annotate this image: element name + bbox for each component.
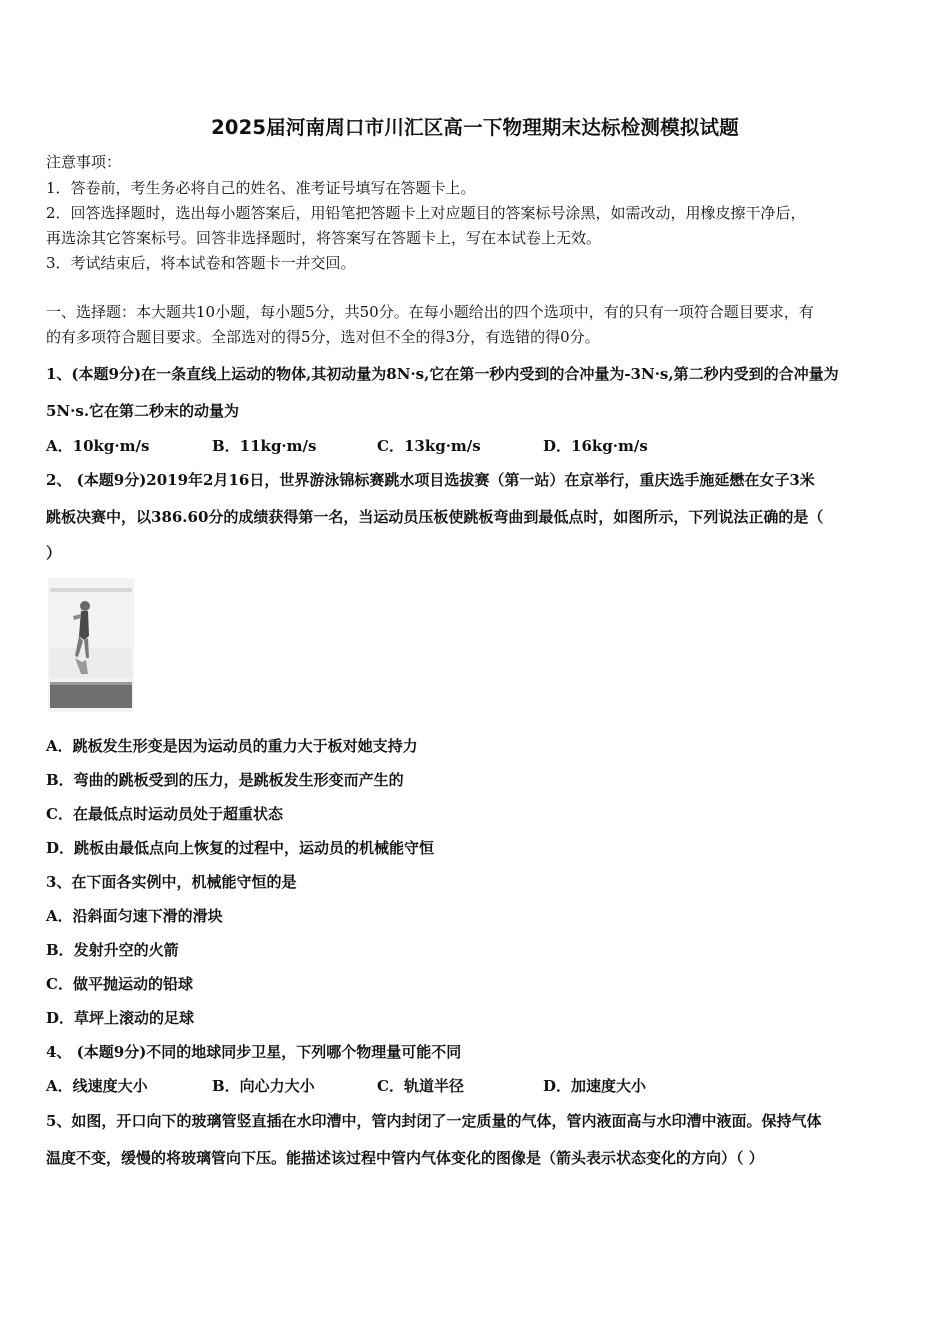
question-3-option-b: B．发射升空的火箭 (46, 941, 179, 959)
diving-board-edge (50, 682, 132, 685)
exam-title: 2025届河南周口市川汇区高一下物理期末达标检测模拟试题 (211, 116, 739, 139)
question-1-option-d: D．16kg·m/s (543, 437, 648, 455)
section-heading-line-1: 一、选择题：本大题共10小题，每小题5分，共50分。在每小题给出的四个选项中，有的只有一项符合题目要求，有 (46, 303, 814, 321)
notice-item-2-cont: 再选涂其它答案标号。回答非选择题时，将答案写在答题卡上，写在本试卷上无效。 (46, 229, 602, 247)
question-1-option-c: C．13kg·m/s (377, 437, 481, 455)
question-1-option-b: B．11kg·m/s (212, 437, 317, 455)
diving-board-figure (48, 578, 134, 712)
question-4-option-b: B．向心力大小 (212, 1077, 315, 1095)
question-3-option-a: A．沿斜面匀速下滑的滑块 (46, 907, 223, 925)
question-5-line-1: 5、如图，开口向下的玻璃管竖直插在水印漕中，管内封闭了一定质量的气体，管内液面高与水印漕中液面。保持气体 (46, 1112, 822, 1130)
question-2-line-1: 2、 (本题9分)2019年2月16日，世界游泳锦标赛跳水项目选拔赛（第一站）在京举行，重庆选手施延懋在女子3米 (46, 471, 815, 489)
question-2-option-b: B．弯曲的跳板受到的压力，是跳板发生形变而产生的 (46, 771, 404, 789)
question-2-option-d: D．跳板由最低点向上恢复的过程中，运动员的机械能守恒 (46, 839, 435, 857)
question-1-line-1: 1、(本题9分)在一条直线上运动的物体,其初动量为8N·s,它在第一秒内受到的合冲量为-3N·s,第二秒内受到的合冲量为 (46, 365, 839, 383)
notice-item-1: 1．答卷前，考生务必将自己的姓名、准考证号填写在答题卡上。 (46, 179, 476, 197)
question-1-line-2: 5N·s.它在第二秒末的动量为 (46, 402, 240, 420)
section-heading-line-2: 的有多项符合题目要求。全部选对的得5分，选对但不全的得3分，有选错的得0分。 (46, 328, 600, 346)
question-3-option-d: D．草坪上滚动的足球 (46, 1009, 195, 1027)
question-4-line-1: 4、 (本题9分)不同的地球同步卫星，下列哪个物理量可能不同 (46, 1043, 462, 1061)
question-3-line-1: 3、在下面各实例中，机械能守恒的是 (46, 873, 297, 891)
diving-board (50, 682, 132, 708)
question-4-option-a: A．线速度大小 (46, 1077, 148, 1095)
question-5-line-2: 温度不变，缓慢的将玻璃管向下压。能描述该过程中管内气体变化的图像是（箭头表示状态变化的方向）（ ） (46, 1149, 764, 1167)
notice-item-3: 3．考试结束后，将本试卷和答题卡一并交回。 (46, 254, 356, 272)
question-2-option-a: A．跳板发生形变是因为运动员的重力大于板对她支持力 (46, 737, 418, 755)
question-4-option-c: C．轨道半径 (377, 1077, 464, 1095)
figure-mid-band (50, 648, 132, 678)
question-1-option-a: A．10kg·m/s (46, 437, 150, 455)
notice-item-2: 2．回答选择题时，选出每小题答案后，用铅笔把答题卡上对应题目的答案标号涂黑，如需改动，用橡皮擦干净后， (46, 204, 806, 222)
question-2-line-3: ） (46, 544, 62, 562)
question-2-line-2: 跳板决赛中，以386.60分的成绩获得第一名，当运动员压板使跳板弯曲到最低点时，如图所示，下列说法正确的是（ (46, 508, 824, 526)
figure-top-band (50, 588, 132, 592)
notice-heading: 注意事项： (46, 153, 122, 171)
question-4-option-d: D．加速度大小 (543, 1077, 647, 1095)
question-2-option-c: C．在最低点时运动员处于超重状态 (46, 805, 283, 823)
question-3-option-c: C．做平抛运动的铅球 (46, 975, 193, 993)
